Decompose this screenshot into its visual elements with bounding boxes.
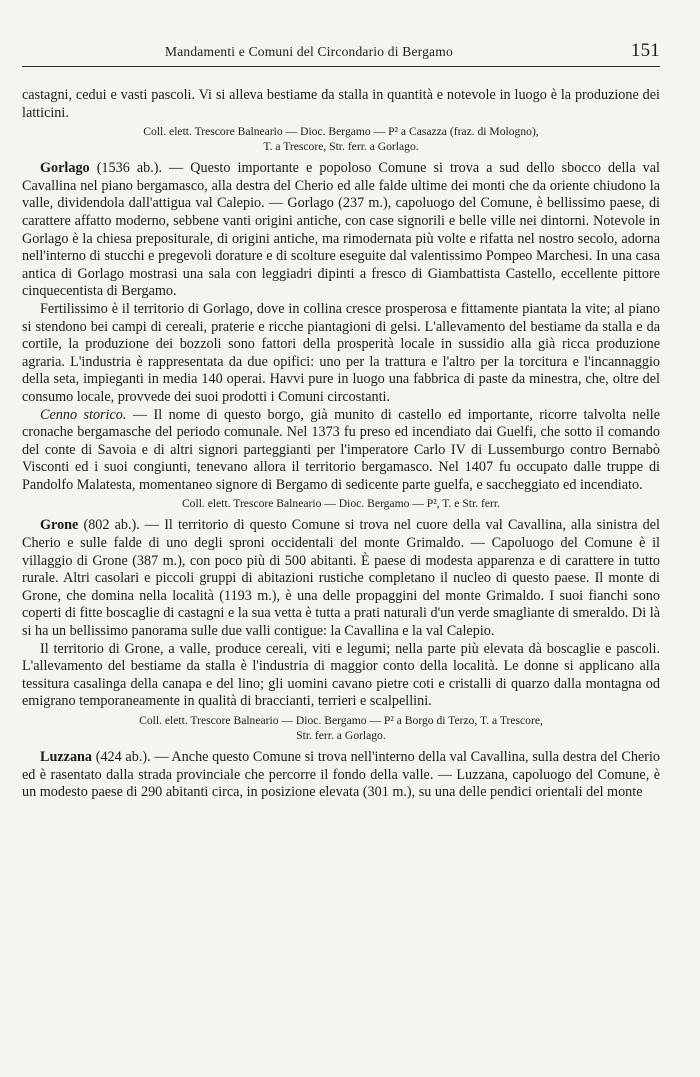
grone-text-1: (802 ab.). — Il territorio di questo Comune si trova nel cuore della val Cavallina, alla sinistra del Cherio e sulle falde di uno degli sproni occidentali del monte Grimaldo. — Capoluogo del Comune è il villaggio di Grone (387 m.), con poco più di 500 abitanti. È paese di modesta apparenza e di carattere in tutto rurale. Altri casolari e piccoli gruppi di abitazioni rustiche completano il nucleo di questo paese. Il monte di Grone, che domina nella località (1193 m.), è una delle propaggini del monte Grimaldo. I suoi fianchi sono coperti di fitte boscaglie di castagni e la sua vetta è tutta a prati naturali d'un verde smagliante di smeraldo. Di là si ha un bellissimo panorama sulle due valli contigue: la Cavallina e la val Calepio. — [22, 517, 660, 640]
intro-coll-line-1: Coll. elett. Trescore Balneario — Dioc. Bergamo — P² a Casazza (fraz. di Mologno), — [143, 125, 539, 139]
gorlago-paragraph-3 — [22, 407, 660, 495]
gorlago-text-1: (1536 ab.). — Questo importante e popoloso Comune si trova a sud dello sbocco della val Cavallina nel piano bergamasco, alla destra del Cherio ed alle falde ultime dei monti che da oriente chiudono la valle, dividendola dall'attigua val Calepio. — Gorlago (237 m.), capoluogo del Comune, è bellissimo paese, di carattere affatto moderno, sebbene vanti origini antiche, con case signorili e belle ville nei dintorni. Notevole in Gorlago è la chiesa prepositurale, di origini antiche, ma rimodernata più volte e rifatta nel nostro secolo, adorna nell'interno di stucchi e pregevoli dorature e di scolture eseguite dal valentissimo Pompeo Marchesi. In una casa antica di Gorlago mostrasi una sala con leggiadri dipinti a fresco di Giambattista Castello, eccellente pittore cinquecentista di Bergamo. — [22, 160, 660, 300]
grone-name: Grone — [40, 517, 79, 534]
intro-coll-note — [22, 124, 660, 154]
gorlago-name: Gorlago — [40, 160, 90, 177]
grone-coll-note — [22, 713, 660, 743]
header-rule — [22, 66, 660, 67]
luzzana-text-1: (424 ab.). — Anche questo Comune si trova nell'interno della val Cavallina, sulla destra del Cherio ed è rasentato dalla strada provinciale che percorre il fondo della valle. — Luzzana, capoluogo del Comune, è un modesto paese di 290 abitanti circa, in posizione elevata (301 m.), su una delle pendici orientali del monte — [22, 749, 660, 801]
page-number: 151 — [630, 40, 660, 61]
intro-coll-line-2: T. a Trescore, Str. ferr. a Gorlago. — [263, 140, 419, 154]
grone-paragraph-2: Il territorio di Grone, a valle, produce cereali, viti e legumi; nella parte più elevata dà boscaglie e pascoli. L'allevamento del bestiame da stalla è l'industria di maggior conto della località. Le donne si applicano alla tessitura casalinga della canapa e del lino; gli uomini cavano pietre coti e cristalli di quarzo dalla montagna od emigrano temporaneamente in qualità di braccianti, terrieri e scalpellini. — [22, 640, 660, 710]
gorlago-text-3: — Il nome di questo borgo, già munito di castello ed importante, ricorre talvolta nelle cronache bergamasche del periodo comunale. Nel 1373 fu preso ed incendiato dai Guelfi, che sotto il comando del conte di Savoia e di altri signori parteggianti per l'imperatore Carlo IV di Lussemburgo contro Bernabò Visconti ed i suoi congiunti, tenevano allora il territorio bergamasco. Nel 1407 fu occupato dalle truppe di Pandolfo Malatesta, momentaneo signore di Bergamo di sedicente parte guelfa, e saccheggiato ed incendiato. — [22, 406, 661, 493]
gorlago-coll-note: Coll. elett. Trescore Balneario — Dioc. Bergamo — P², T. e Str. ferr. — [181, 497, 501, 511]
grone-paragraph-1 — [22, 517, 660, 640]
luzzana-paragraph-1 — [22, 749, 660, 802]
luzzana-name: Luzzana — [40, 749, 93, 765]
gorlago-paragraph-1 — [22, 160, 660, 301]
page-header — [22, 40, 660, 62]
grone-coll-line-2: Str. ferr. a Gorlago. — [296, 729, 386, 742]
running-title: Mandamenti e Comuni del Circondario di Bergamo — [165, 44, 453, 59]
gorlago-paragraph-2: Fertilissimo è il territorio di Gorlago, dove in collina cresce prosperosa e fittamente piantata la vite; al piano si stendono bei campi di cereali, praterie e ricche piantagioni di gelsi. L'allevamento del bestiame da stalla e da cortile, la produzione dei bozzoli sono fattori della prosperità locale in sussidio alla già ricca produzione agraria. L'industria è rappresentata da due opifici: uno per la trattura e l'altro per la torcitura e l'incannaggio della seta, impieganti in media 140 operai. Havvi pure in luogo una fabbrica di paste da minestra, che, oltre del consumo locale, provvede dei suoi prodotti i Comuni circostanti. — [22, 300, 660, 405]
intro-paragraph: castagni, cedui e vasti pascoli. Vi si alleva bestiame da stalla in quantità e notevole in luogo è la produzione dei latticini. — [22, 87, 660, 121]
cenno-storico-label: Cenno storico. — [40, 406, 127, 423]
page-body — [22, 87, 660, 802]
grone-coll-line-1: Coll. elett. Trescore Balneario — Dioc. Bergamo — P² a Borgo di Terzo, T. a Trescore, — [139, 714, 543, 727]
